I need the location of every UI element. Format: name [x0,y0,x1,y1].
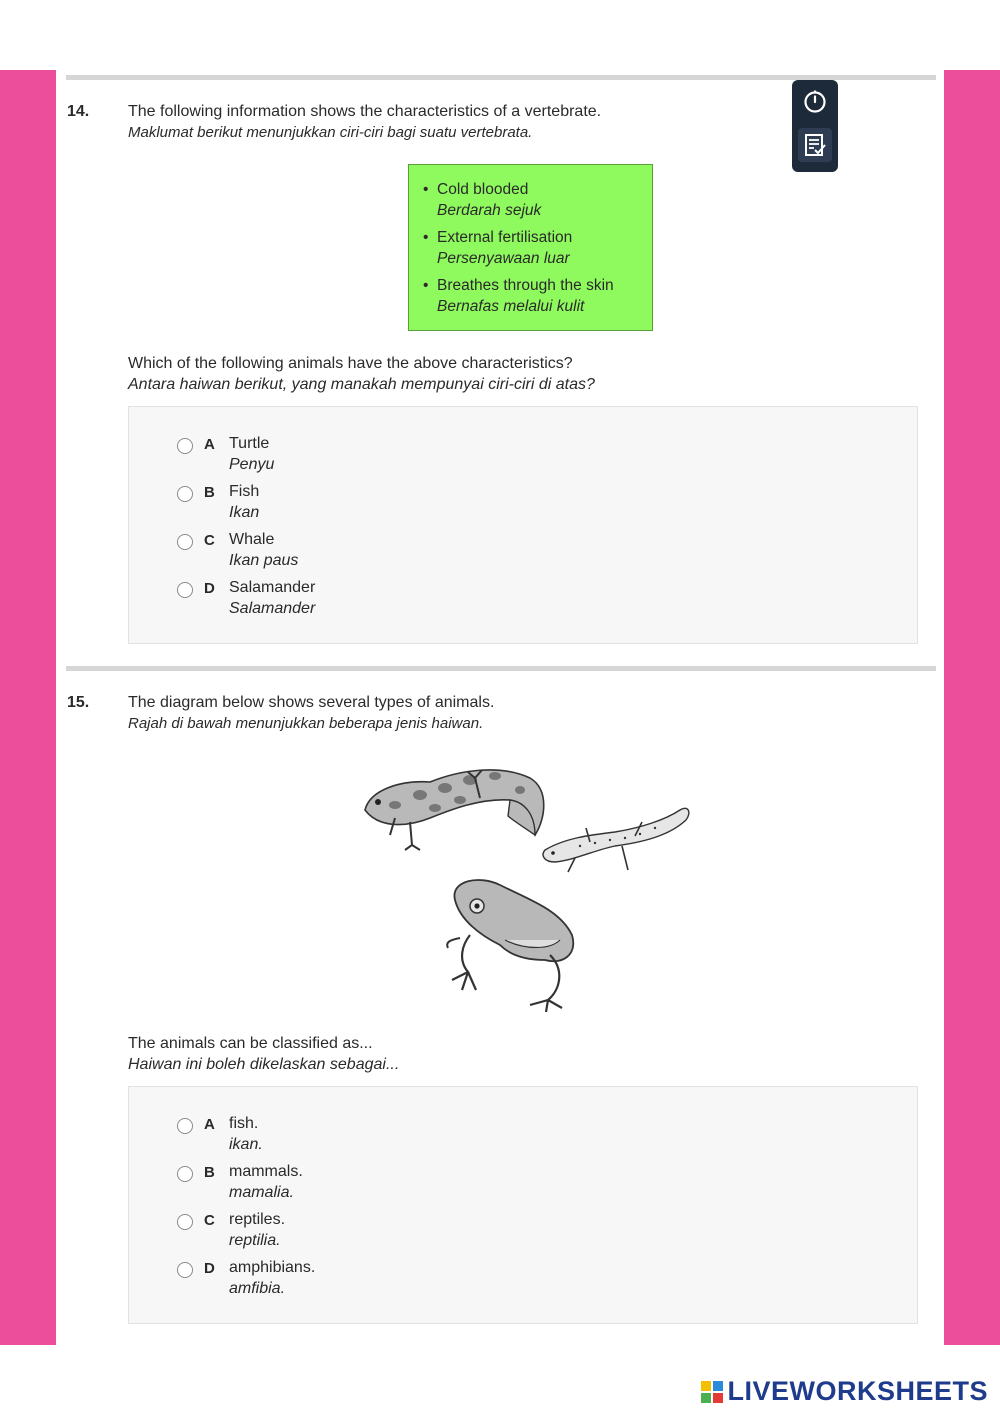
tool-panel [792,80,838,172]
option-letter: D [204,1260,215,1277]
characteristic-item [423,275,652,317]
question-divider [66,666,936,671]
q15-options-panel [128,1086,918,1324]
option-label-en: Fish [229,483,260,500]
option-letter: B [204,1164,215,1181]
q14-stem-my: Maklumat berikut menunjukkan ciri-ciri bagi suatu vertebrata. [128,124,533,141]
option-label-my: Ikan [229,504,260,521]
characteristics-box [408,164,653,331]
q15-prompt-my: Haiwan ini boleh dikelaskan sebagai... [128,1056,400,1073]
radio-button[interactable] [177,438,193,454]
option-letter: C [204,532,215,549]
option-label-my: reptilia. [229,1232,281,1249]
q14-prompt-en: Which of the following animals have the above characteristics? [128,355,573,372]
characteristic-item [423,179,652,221]
characteristic-item [423,227,652,269]
q14-number: 14. [67,103,90,120]
characteristic-my: Persenyawaan luar [437,250,570,267]
option-label-my: Ikan paus [229,552,299,569]
option-label-en: amphibians. [229,1259,316,1276]
animals-diagram [350,750,710,1015]
option-label-my: Salamander [229,600,316,617]
option-label-my: Penyu [229,456,275,473]
option-label-en: mammals. [229,1163,303,1180]
radio-button[interactable] [177,582,193,598]
q14-option-a[interactable] [177,434,477,476]
characteristic-my: Berdarah sejuk [437,202,542,219]
logo-grid-icon [701,1381,723,1403]
option-label-en: Whale [229,531,275,548]
timer-icon [802,88,828,114]
q14-option-c[interactable] [177,530,477,572]
checklist-icon [802,132,828,158]
radio-button[interactable] [177,486,193,502]
characteristic-my: Bernafas melalui kulit [437,298,585,315]
option-letter: C [204,1212,215,1229]
q15-option-d[interactable] [177,1258,477,1300]
option-label-en: Turtle [229,435,270,452]
left-side-bar [0,70,56,1345]
radio-button[interactable] [177,1166,193,1182]
timer-button[interactable] [798,84,832,118]
radio-button[interactable] [177,1118,193,1134]
q15-option-b[interactable] [177,1162,477,1204]
characteristic-en: • Cold blooded [437,181,529,198]
frog-illustration [447,880,573,1012]
newt-illustration [543,808,689,872]
option-label-my: ikan. [229,1136,263,1153]
characteristic-en: • Breathes through the skin [437,277,614,294]
option-label-my: amfibia. [229,1280,286,1297]
checklist-button[interactable] [798,128,832,162]
option-letter: B [204,484,215,501]
q15-prompt-en: The animals can be classified as... [128,1035,373,1052]
option-label-en: reptiles. [229,1211,286,1228]
q14-prompt-my: Antara haiwan berikut, yang manakah mempunyai ciri-ciri di atas? [128,376,595,393]
q14-option-b[interactable] [177,482,477,524]
q15-number: 15. [67,694,90,711]
option-label-en: Salamander [229,579,316,596]
option-label-en: fish. [229,1115,259,1132]
option-letter: A [204,436,215,453]
radio-button[interactable] [177,534,193,550]
option-letter: D [204,580,215,597]
q14-stem-en: The following information shows the characteristics of a vertebrate. [128,103,602,120]
radio-button[interactable] [177,1262,193,1278]
spotted-salamander-illustration [365,770,544,850]
q15-stem-en: The diagram below shows several types of animals. [128,694,495,711]
option-letter: A [204,1116,215,1133]
q15-stem-my: Rajah di bawah menunjukkan beberapa jenis haiwan. [128,715,484,732]
radio-button[interactable] [177,1214,193,1230]
q14-option-d[interactable] [177,578,477,620]
q15-option-a[interactable] [177,1114,477,1156]
right-side-bar [944,70,1000,1345]
option-label-my: mamalia. [229,1184,294,1201]
q15-option-c[interactable] [177,1210,477,1252]
liveworksheets-logo[interactable] [701,1376,988,1407]
q14-options-panel [128,406,918,644]
characteristic-en: • External fertilisation [437,229,573,246]
brand-name: LIVEWORKSHEETS [727,1376,988,1406]
